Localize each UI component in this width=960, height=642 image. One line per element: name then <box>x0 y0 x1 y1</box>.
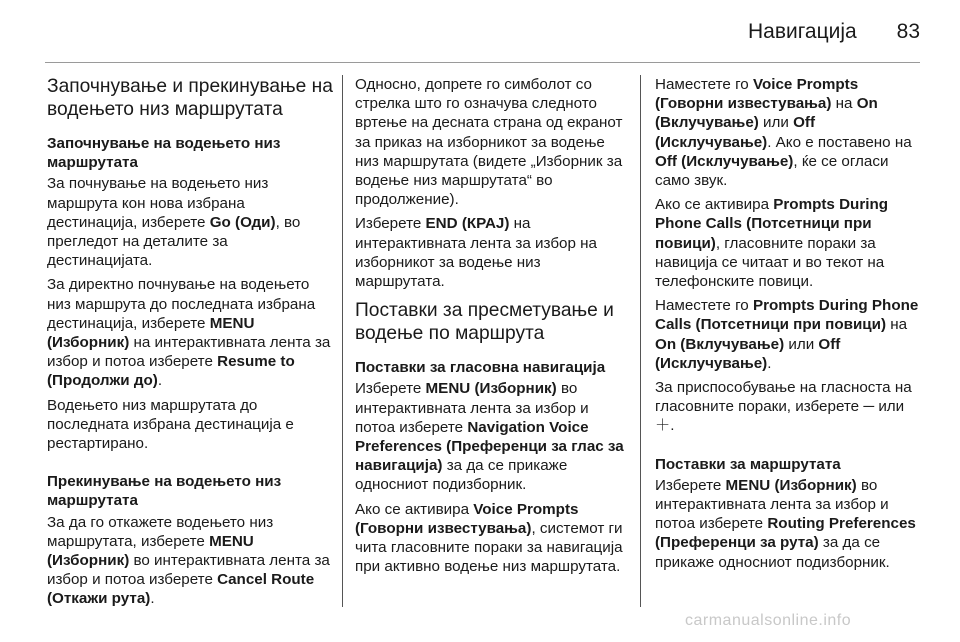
paragraph: Изберете END (КРАЈ) на интерактивната лента за избор на изборникот за водење низ маршрутата. <box>355 215 597 291</box>
subheading-voice-navigation: Поставки за гласовна навигација <box>355 359 606 377</box>
section-heading: Започнување и прекинување на водењето низ маршрутата <box>47 76 333 120</box>
column-3 <box>655 75 925 577</box>
page-header <box>0 0 960 60</box>
section-title: Навигација <box>748 20 857 43</box>
paragraph: Изберете MENU (Изборник) во интерактивната лента за избор и потоа изберете Navigation Voice Preferences (Преференци за глас за навигација) за да се прикаже односниот подизборник. <box>355 380 624 494</box>
paragraph: Изберете MENU (Изборник) во интерактивната лента за избор и потоа изберете Routing Preferences (Преференци за рута) за да се прикаже односниот подизборник. <box>655 476 916 571</box>
header-rule <box>45 62 920 63</box>
paragraph: За почнување на водењето низ маршрута кон нова избрана дестинација, изберете Go (Оди), во прегледот на деталите за дестинацијата. <box>47 175 301 270</box>
paragraph: Ако се активира Voice Prompts (Говорни известувања), системот ги чита гласовните пораки за навигација при активно водење низ маршрутата. <box>355 500 623 576</box>
paragraph: Наместете го Voice Prompts (Говорни известувања) на On (Вклучување) или Off (Исклучување). Ако е поставено на Off (Исклучување), ќе се огласи само звук. <box>655 76 912 190</box>
column-1 <box>47 75 333 614</box>
watermark: carmanualsonline.info <box>685 612 852 629</box>
paragraph: Ако се активира Prompts During Phone Calls (Потсетници при повици), гласовните пораки за навиција се читаат и во текот на телефонските повици. <box>655 196 889 291</box>
paragraph: За да го откажете водењето низ маршрутата, изберете MENU (Изборник) во интерактивната лента за избор и потоа изберете Cancel Route (Откажи рута). <box>47 513 330 608</box>
paragraph: Водењето низ маршрутата до последната избрана дестинација е рестартирано. <box>47 396 294 453</box>
column-divider-1 <box>342 75 343 607</box>
paragraph: Наместете го Prompts During Phone Calls (Потсетници при повици) на On (Вклучување) или Off (Исклучување). <box>655 297 919 372</box>
paragraph: За приспособување на гласноста на гласовните пораки, изберете ─ или ＋. <box>655 379 912 435</box>
paragraph: Односно, допрете го симболот со стрелка што го означува следното вртење на десната страна од екранот за приказ на изборникот за водење низ маршрутата (видете „Изборник за водење низ маршрутата“ во продолжение). <box>355 76 623 209</box>
page-number: 83 <box>896 20 920 43</box>
section-heading: Поставки за пресметување и водење по маршрута <box>355 300 614 345</box>
paragraph: За директно почнување на водењето низ маршрута до последната избрана дестинација, изберете MENU (Изборник) на интерактивната лента за избор и потоа изберете Resume to (Продолжи до). <box>47 276 331 390</box>
subheading-stop-guidance: Прекинување на водењето низ маршрутата <box>47 473 282 510</box>
column-2 <box>355 75 625 581</box>
column-divider-2 <box>640 75 641 607</box>
subheading-route-settings: Поставки за маршрутата <box>655 455 841 473</box>
subheading-start-guidance: Започнување на водењето низ маршрутата <box>47 135 281 172</box>
